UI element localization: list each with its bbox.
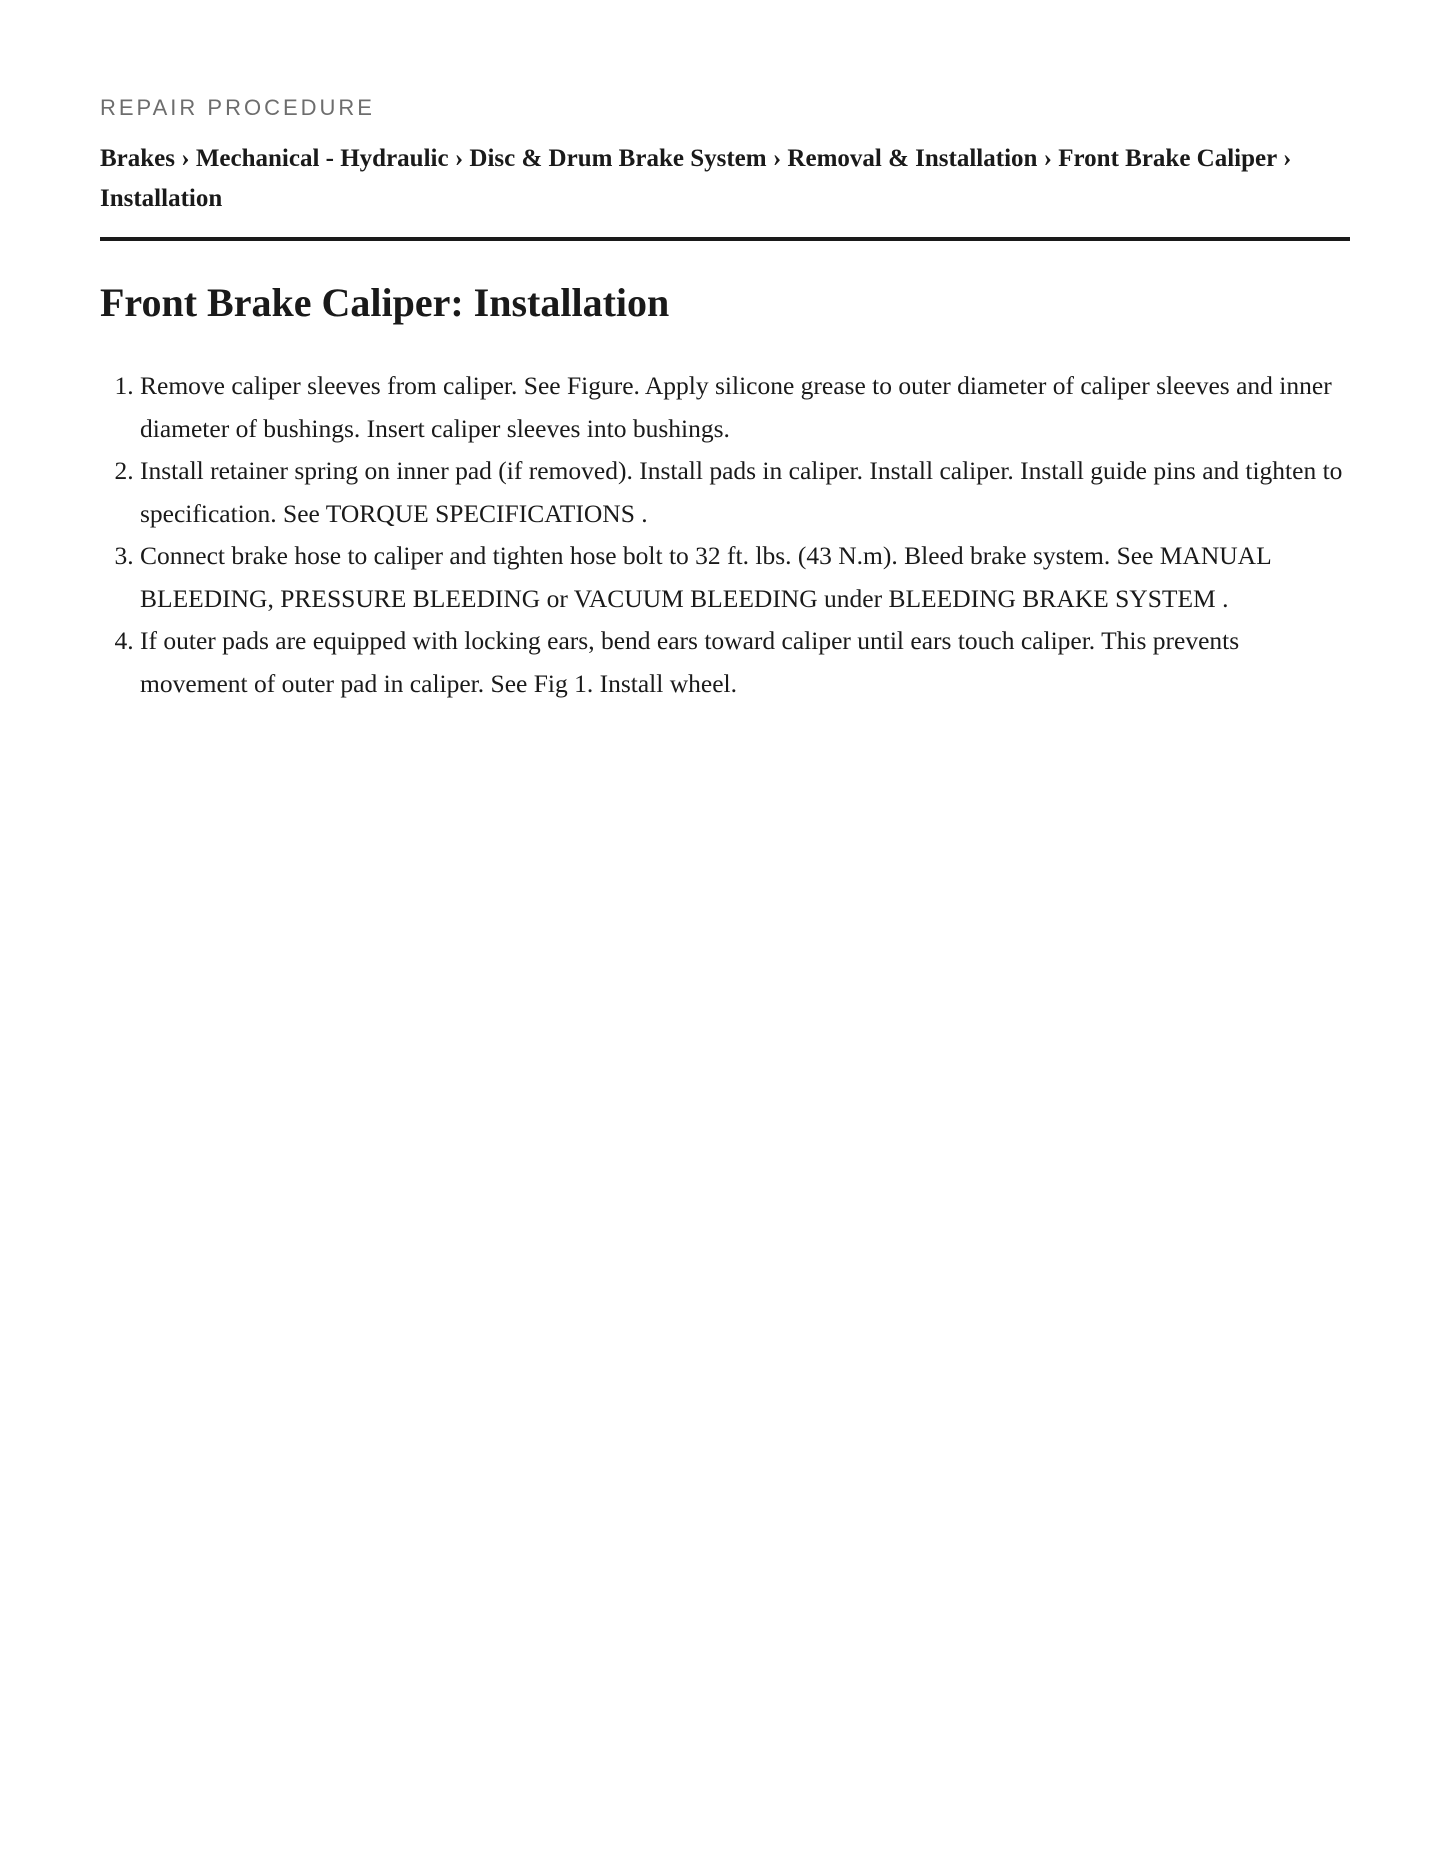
breadcrumb-item-mechanical-hydraulic[interactable]: Mechanical - Hydraulic [195, 145, 449, 172]
breadcrumb-separator: › [181, 145, 190, 172]
section-label: REPAIR PROCEDURE [100, 95, 375, 120]
procedure-step: 2. Install retainer spring on inner pad (if removed). Install pads in caliper. Install caliper. Install guide pins and tighten to specification. See TORQUE SPECIFICATIONS . [140, 450, 1350, 535]
breadcrumb-item-brakes[interactable]: Brakes [100, 145, 175, 172]
breadcrumb-separator: › [1043, 145, 1052, 172]
procedure-step: 1. Remove caliper sleeves from caliper. See Figure. Apply silicone grease to outer diameter of caliper sleeves and inner diameter of bushings. Insert caliper sleeves into bushings. [140, 365, 1350, 450]
breadcrumb-item-installation: Installation [100, 185, 223, 212]
breadcrumb-item-disc-drum-brake-system[interactable]: Disc & Drum Brake System [469, 145, 767, 172]
document-page [0, 0, 1343, 705]
page-title: Front Brake Caliper: Installation [100, 280, 670, 325]
breadcrumb-separator: › [772, 145, 782, 172]
procedure-steps [100, 365, 1350, 705]
breadcrumb-separator: › [454, 145, 464, 172]
procedure-step: 4. If outer pads are equipped with locking ears, bend ears toward caliper until ears touch caliper. This prevents movement of outer pad in caliper. See Fig 1. Install wheel. [140, 620, 1350, 705]
breadcrumb [100, 139, 1350, 241]
breadcrumb-separator: › [1283, 145, 1292, 172]
breadcrumb-item-removal-installation[interactable]: Removal & Installation [787, 145, 1038, 172]
procedure-step: 3. Connect brake hose to caliper and tighten hose bolt to 32 ft. lbs. (43 N.m). Bleed brake system. See MANUAL BLEEDING, PRESSURE BLEEDING or VACUUM BLEEDING under BLEEDING BRAKE SYSTEM . [140, 535, 1350, 620]
breadcrumb-item-front-brake-caliper[interactable]: Front Brake Caliper [1058, 145, 1277, 172]
